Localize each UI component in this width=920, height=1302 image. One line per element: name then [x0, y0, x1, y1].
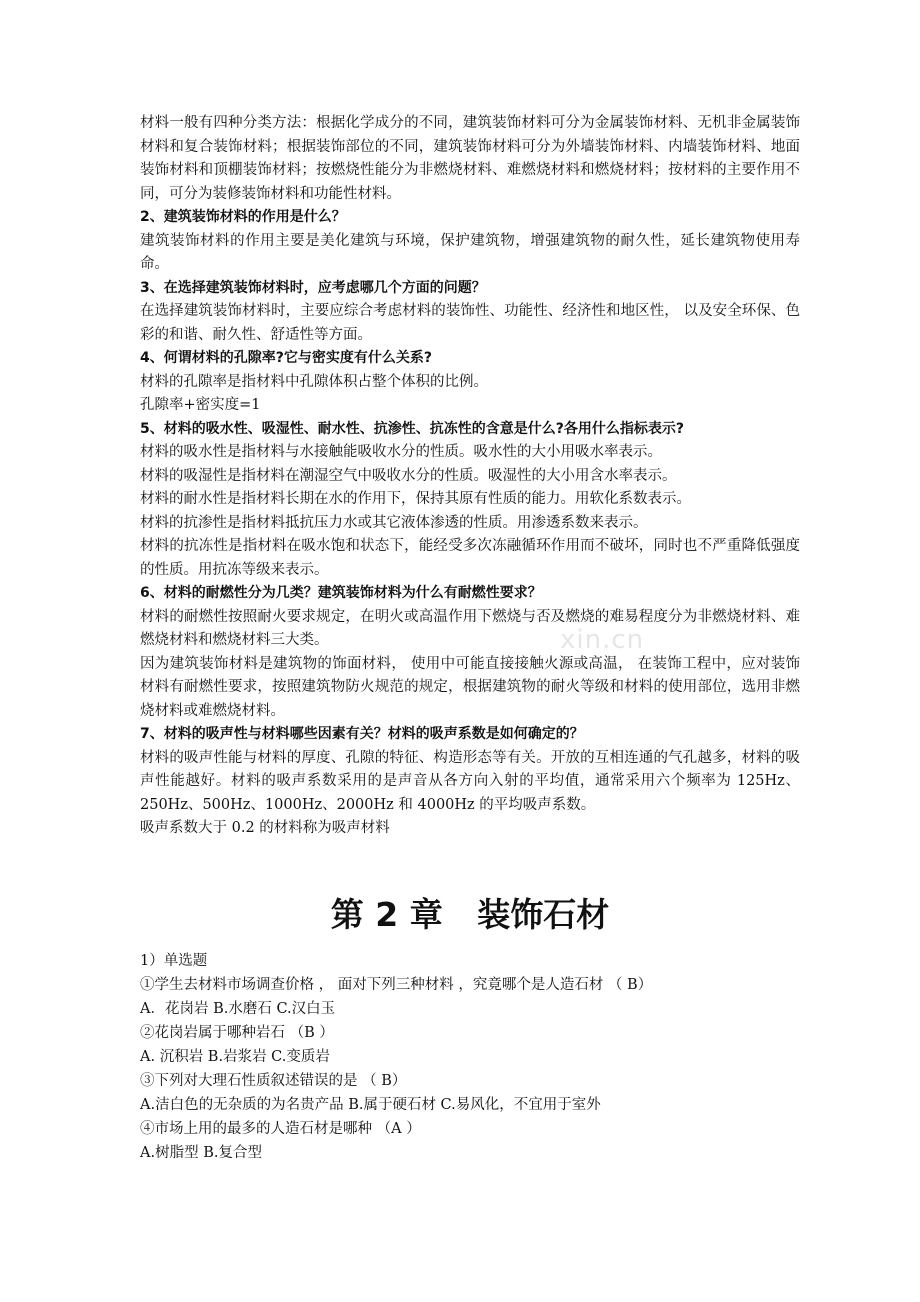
answer-2: 建筑装饰材料的作用主要是美化建筑与环境，保护建筑物，增强建筑物的耐久性，延长建筑物使用寿命。	[140, 232, 800, 272]
question-2: 2、建筑装饰材料的作用是什么？	[140, 209, 346, 225]
options-item: A. 沉积岩 B.岩浆岩 C.变质岩	[140, 1048, 330, 1065]
question-5: 5、材料的吸水性、吸湿性、耐水性、抗渗性、抗冻性的含意是什么?各用什么指标表示?	[140, 420, 684, 437]
answer-4-line-1: 材料的孔隙率是指材料中孔隙体积占整个体积的比例。	[140, 373, 488, 390]
chapter-title: 第 2 章 装饰石材	[330, 894, 610, 934]
answer-6-line-2: 因为建筑装饰材料是建筑物的饰面材料， 使用中可能直接接触火源或高温， 在装饰工程中，应对装饰材料有耐燃性要求，按照建筑物防火规范的规定，根据建筑物的耐火等级和材料的使用部位，选用非燃烧材料或难燃烧材料。	[140, 655, 800, 719]
question-6: 6、材料的耐燃性分为几类？建筑装饰材料为什么有耐燃性要求？	[140, 585, 542, 601]
answer-7-line-2: 吸声系数大于 0.2 的材料称为吸声材料	[140, 820, 390, 836]
answer-5-line-5: 材料的抗冻性是指材料在吸水饱和状态下，能经受多次冻融循环作用而不破坏，同时也不严重降低强度的性质。用抗冻等级来表示。	[140, 538, 800, 578]
document-page	[140, 112, 800, 1165]
question-item: ④市场上用的最多的人造石材是哪种 （A ）	[140, 1120, 421, 1137]
question-7: 7、材料的吸声性与材料哪些因素有关？材料的吸声系数是如何确定的？	[140, 726, 584, 742]
intro-paragraph: 材料一般有四种分类方法：根据化学成分的不同，建筑装饰材料可分为金属装饰材料、无机非金属装饰材料和复合装饰材料；根据装饰部位的不同，建筑装饰材料可分为外墙装饰材料、内墙装饰材料、地面装饰材料和顶棚装饰材料；按燃烧性能分为非燃烧材料、难燃烧材料和燃烧材料；按材料的主要作用不同，可分为装修装饰材料和功能性材料。	[140, 115, 800, 202]
answer-4-line-2: 孔隙率+密实度=1	[140, 397, 261, 413]
question-item: ③下列对大理石性质叙述错误的是 （ B）	[140, 1072, 407, 1089]
options-item: A.洁白色的无杂质的为名贵产品 B.属于硬石材 C.易风化，不宜用于室外	[140, 1096, 601, 1113]
question-3: 3、在选择建筑装饰材料时，应考虑哪几个方面的问题？	[140, 279, 486, 296]
section-subtitle: 1）单选题	[140, 952, 208, 969]
answer-7-line-1: 材料的吸声性能与材料的厚度、孔隙的特征、构造形态等有关。开放的互相连通的气孔越多，材料的吸声性能越好。材料的吸声系数采用的是声音从各方向入射的平均值，通常采用六个频率为 125Hz、250Hz、500Hz、1000Hz、2000Hz 和 4000Hz 的平均吸声系数。	[140, 749, 800, 813]
question-4: 4、何谓材料的孔隙率?它与密实度有什么关系?	[140, 350, 432, 366]
options-item: A.树脂型 B.复合型	[140, 1144, 262, 1161]
answer-5-line-1: 材料的吸水性是指材料与水接触能吸收水分的性质。吸水性的大小用吸水率表示。	[140, 444, 662, 460]
options-item: A．花岗岩 B.水磨石 C.汉白玉	[140, 1000, 336, 1017]
watermark: xin.cn	[560, 625, 645, 655]
question-item: ②花岗岩属于哪种岩石 （B ）	[140, 1024, 334, 1041]
answer-5-line-2: 材料的吸湿性是指材料在潮湿空气中吸收水分的性质。吸湿性的大小用含水率表示。	[140, 467, 677, 484]
answer-5-line-4: 材料的抗渗性是指材料抵抗压力水或其它液体渗透的性质。用渗透系数来表示。	[140, 514, 648, 531]
question-item: ①学生去材料市场调查价格 ， 面对下列三种材料 ，究竟哪个是人造石材 （ B）	[140, 976, 653, 993]
answer-3: 在选择建筑装饰材料时，主要应综合考虑材料的装饰性、功能性、经济性和地区性， 以及安全环保、色彩的和谐、耐久性、舒适性等方面。	[140, 303, 800, 343]
answer-6-line-1: 材料的耐燃性按照耐火要求规定，在明火或高温作用下燃烧与否及燃烧的难易程度分为非燃烧材料、难燃烧材料和燃烧材料三大类。	[140, 608, 800, 648]
answer-5-line-3: 材料的耐水性是指材料长期在水的作用下，保持其原有性质的能力。用软化系数表示。	[140, 491, 691, 507]
